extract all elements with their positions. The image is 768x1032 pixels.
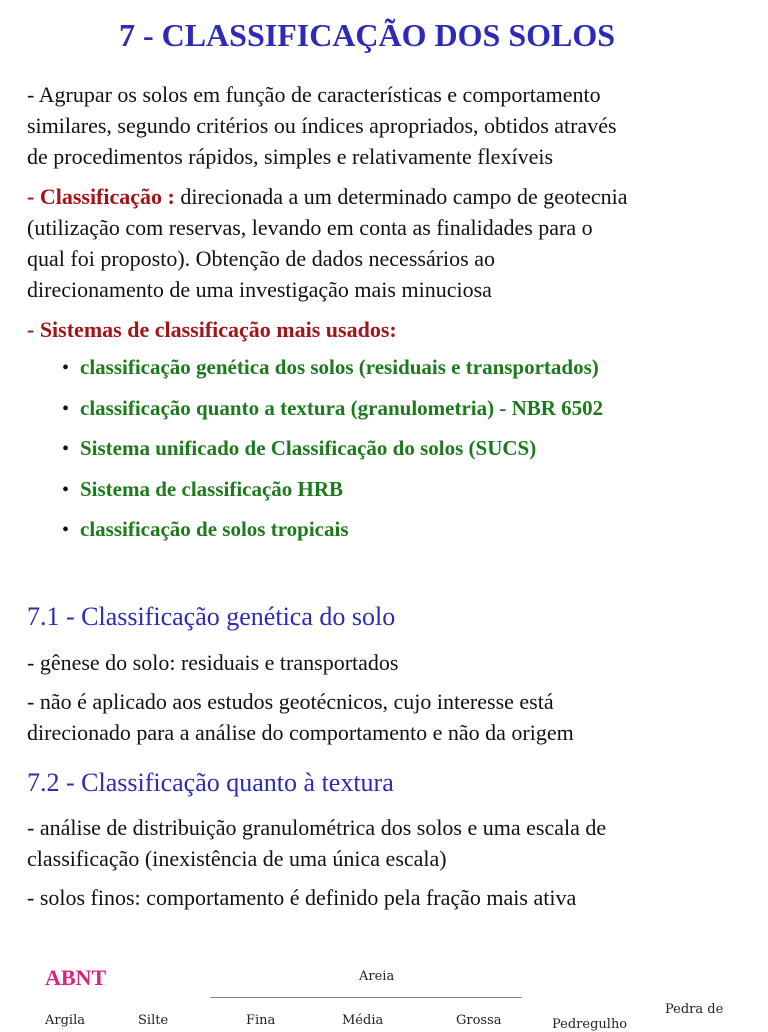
scale-column-label: Silte [138,1013,169,1028]
classificacao-lead: - Classificação : [27,184,175,209]
intro-paragraph [27,79,742,172]
intro-line: similares, segundo critérios ou índices apropriados, obtidos através [27,113,617,138]
section-7-2-heading: 7.2 - Classificação quanto à textura [27,768,394,797]
classificacao-first-rest: direcionada a um determinado campo de geotecnia [174,184,628,209]
scale-group-label: Areia [359,969,395,984]
list-item [62,393,603,434]
scale-column-label: Fina [246,1013,276,1028]
list-item [62,514,603,555]
sistemas-list [62,352,603,555]
section-7-1-line: - não é aplicado aos estudos geotécnicos, cujo interesse está [27,689,554,714]
section-7-2-line: - solos finos: comportamento é definido pela fração mais ativa [27,885,577,910]
scale-column-label: Grossa [456,1013,502,1028]
classificacao-line: (utilização com reservas, levando em conta as finalidades para o [27,215,593,240]
scale-column-label: Média [342,1013,384,1028]
section-7-1-heading: 7.1 - Classificação genética do solo [27,602,396,631]
bullet-icon: • [62,519,70,541]
classificacao-line: direcionamento de uma investigação mais minuciosa [27,277,492,302]
list-item-text: Sistema de classificação HRB [80,476,344,501]
abnt-label: ABNT [45,965,107,990]
section-7-1-line: direcionado para a análise do comportamento e não da origem [27,720,574,745]
intro-line: de procedimentos rápidos, simples e relativamente flexíveis [27,144,554,169]
list-item [62,433,603,474]
page-title: 7 - CLASSIFICAÇÃO DOS SOLOS [118,17,616,53]
list-item-text: classificação quanto a textura (granulometria) - NBR 6502 [80,395,604,420]
section-7-1-line: - gênese do solo: residuais e transportados [27,650,399,675]
bullet-icon: • [62,438,70,460]
list-item [62,474,603,515]
list-item-text: classificação de solos tropicais [80,517,349,541]
bullet-icon: • [62,357,70,379]
classificacao-first-line [27,181,742,212]
list-item-text: Sistema unificado de Classificação do solos (SUCS) [80,436,537,460]
section-7-1-body [27,686,742,748]
section-7-2-body [27,812,742,874]
scale-column-label: Pedregulho [552,1017,628,1032]
section-7-2-line: - análise de distribuição granulométrica dos solos e uma escala de [27,815,607,840]
classificacao-paragraph [27,181,742,305]
scale-divider [210,997,522,998]
scale-column-label: Argila [45,1013,85,1028]
sistemas-heading: - Sistemas de classificação mais usados: [27,317,397,342]
scale-column-label: Pedra de [665,1002,724,1017]
classificacao-line: qual foi proposto). Obtenção de dados necessários ao [27,246,495,271]
bullet-icon: • [62,478,70,501]
list-item [62,352,603,393]
list-item-text: classificação genética dos solos (residuais e transportados) [80,355,599,379]
bullet-icon: • [62,397,70,420]
intro-line: - Agrupar os solos em função de características e comportamento [27,82,601,107]
section-7-2-line: classificação (inexistência de uma única escala) [27,846,447,871]
